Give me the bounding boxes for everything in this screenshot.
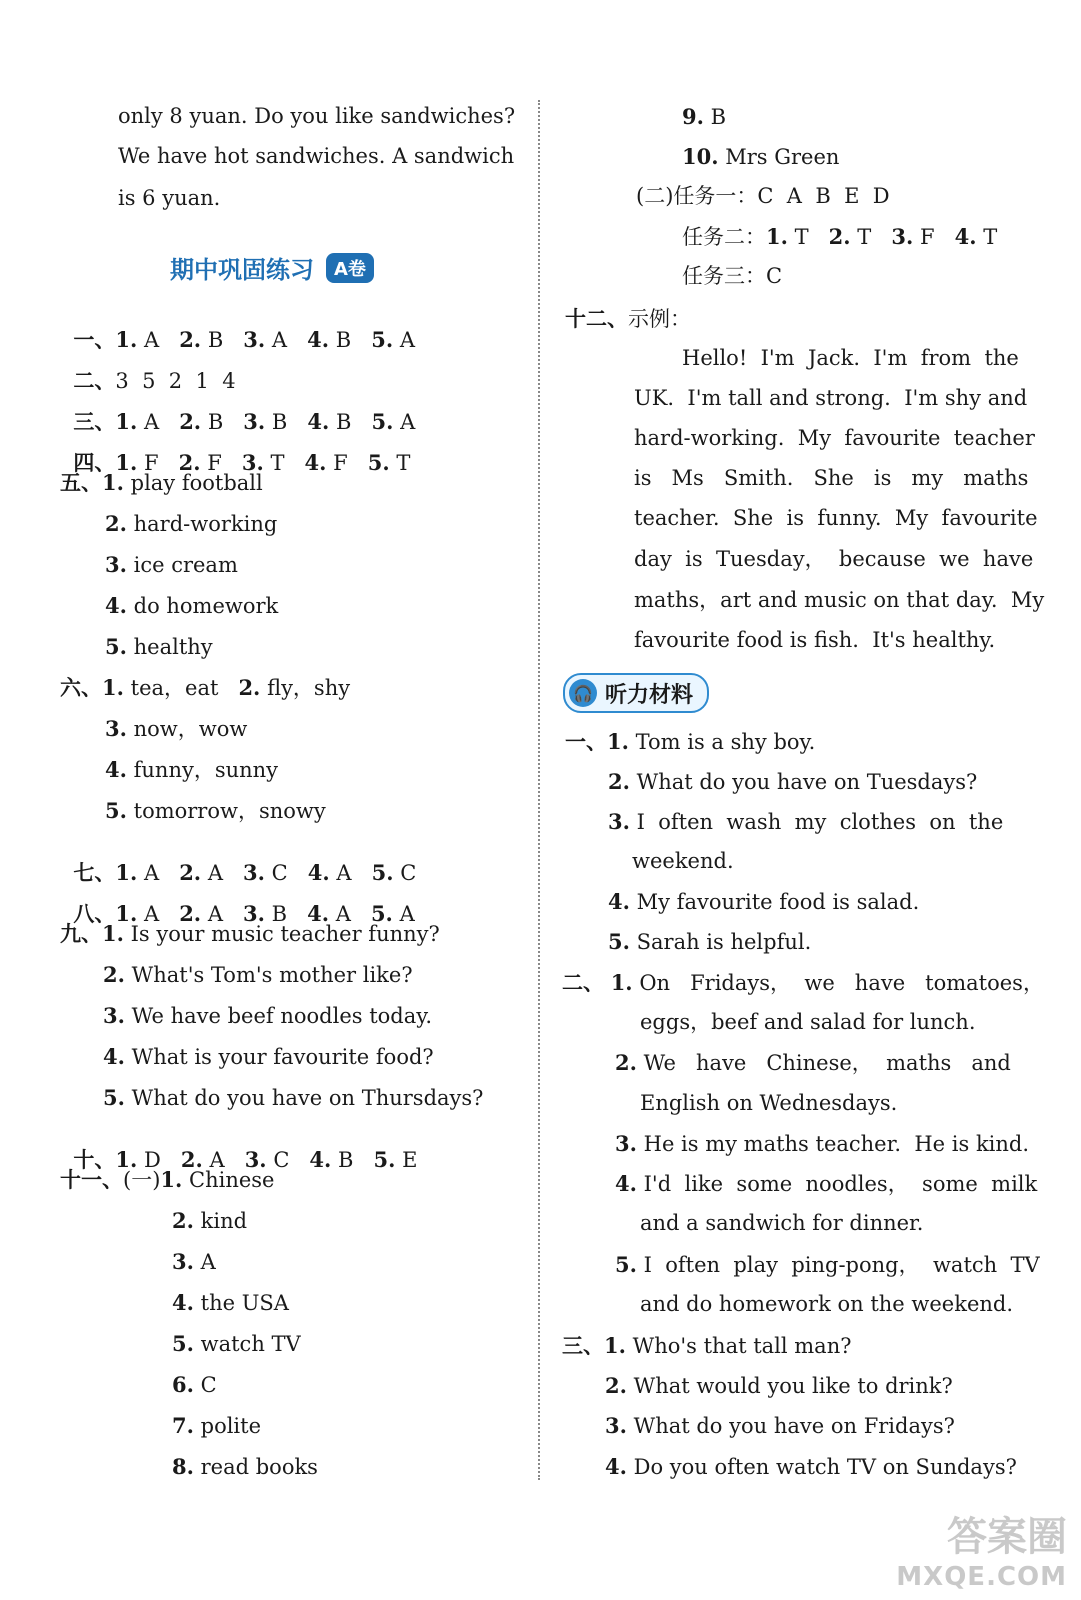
essay-line: hard-working. My favourite teacher (634, 426, 1035, 450)
listening-line: 2. What would you like to drink? (605, 1373, 953, 1398)
answer-line: 6. C (172, 1372, 217, 1397)
essay-line: maths，art and music on that day. My (634, 588, 1045, 612)
task-3-line: 任务三：C (682, 264, 783, 288)
listening-line: English on Wednesdays. (640, 1091, 898, 1115)
essay-line: favourite food is fish. It's healthy. (634, 628, 996, 652)
text-line: only 8 yuan. Do you like sandwiches? (118, 104, 516, 128)
answer-line: 5. What do you have on Thursdays? (103, 1085, 484, 1110)
column-divider (538, 100, 540, 1480)
listening-line: 4. Do you often watch TV on Sundays? (605, 1454, 1017, 1479)
section-heading (170, 250, 374, 285)
answer-row-3: 三、1. A 2. B 3. B 4. B 5. A (73, 409, 416, 434)
answer-line: 4. the USA (172, 1290, 289, 1315)
answer-line: 5. tomorrow，snowy (105, 798, 326, 823)
listening-line: 4. I'd like some noodles， some milk (615, 1171, 1038, 1196)
answer-row-5: 五、1. play football (60, 470, 263, 495)
answer-row-8: 八、1. A 2. A 3. B 4. A 5. A (73, 901, 415, 926)
listening-line: 一、1. Tom is a shy boy. (565, 729, 816, 754)
watermark-logo: 答案圈 (947, 1514, 1067, 1560)
essay-line: is Ms Smith. She is my maths (634, 466, 1029, 490)
listening-material-heading (563, 673, 709, 713)
answer-line: 4. What is your favourite food? (103, 1044, 434, 1069)
answer-line: 8. read books (172, 1454, 318, 1479)
answer-line: 3. We have beef noodles today. (103, 1003, 433, 1028)
answer-line: 2. kind (172, 1208, 248, 1233)
task-1-line: (二)任务一：C A B E D (636, 184, 890, 208)
answer-line: 10. Mrs Green (682, 144, 840, 169)
listening-line: 4. My favourite food is salad. (608, 889, 920, 914)
listening-line: and a sandwich for dinner. (640, 1211, 924, 1235)
answer-line: 4. do homework (105, 593, 279, 618)
listening-line: 三、1. Who's that tall man? (562, 1333, 852, 1358)
answer-line: 2. What's Tom's mother like? (103, 962, 413, 987)
listening-line: weekend. (632, 849, 734, 873)
listening-line: eggs，beef and salad for lunch. (640, 1010, 976, 1034)
answer-line: 5. watch TV (172, 1331, 301, 1356)
answer-row-6: 六、1. tea，eat 2. fly，shy (60, 675, 351, 700)
essay-line: teacher. She is funny. My favourite (634, 506, 1038, 530)
listening-line: 3. What do you have on Fridays? (605, 1413, 955, 1438)
answer-row-9: 九、1. Is your music teacher funny? (60, 921, 440, 946)
text-line: We have hot sandwiches. A sandwich (118, 144, 515, 168)
essay-line: UK. I'm tall and strong. I'm shy and (634, 386, 1028, 410)
answer-line: 7. polite (172, 1413, 262, 1438)
answer-line: 2. hard-working (105, 511, 278, 536)
listening-line: 5. Sarah is helpful. (608, 929, 812, 954)
answer-row-10: 十、1. D 2. A 3. C 4. B 5. E (73, 1147, 418, 1172)
listening-line: 3. He is my maths teacher. He is kind. (615, 1131, 1030, 1156)
task-2-line: 任务二：1. T 2. T 3. F 4. T (682, 224, 998, 249)
listening-line: 2. What do you have on Tuesdays? (608, 769, 978, 794)
listening-line: 2. We have Chinese， maths and (615, 1050, 1011, 1075)
answer-line: 4. funny，sunny (105, 757, 279, 782)
essay-line: day is Tuesday， because we have (634, 547, 1034, 571)
listening-line: 5. I often play ping-pong， watch TV (615, 1252, 1040, 1277)
answer-line: 3. now，wow (105, 716, 248, 741)
answer-line: 5. healthy (105, 634, 213, 659)
heading-title: 期中巩固练习 (170, 256, 314, 284)
heading-badge: A卷 (326, 253, 374, 283)
listening-line: 3. I often wash my clothes on the (608, 809, 1004, 834)
watermark-url: MXQE.COM (896, 1562, 1067, 1592)
answer-line: 9. B (682, 104, 727, 129)
answer-row-12: 十二、示例： (565, 306, 691, 331)
essay-line: Hello! I'm Jack. I'm from the (682, 346, 1019, 370)
answer-line: 3. A (172, 1249, 216, 1274)
answer-line: 3. ice cream (105, 552, 238, 577)
answer-row-2: 二、3 5 2 1 4 (73, 368, 236, 393)
answer-row-7: 七、1. A 2. A 3. C 4. A 5. C (73, 860, 417, 885)
answer-row-4: 四、1. F 2. F 3. T 4. F 5. T (73, 450, 411, 475)
listening-line: and do homework on the weekend. (640, 1292, 1014, 1316)
answer-row-11: 十一、(一)1. Chinese (60, 1167, 275, 1192)
listening-line: 二、 1. On Fridays， we have tomatoes， (562, 970, 1044, 995)
watermark (896, 1505, 1067, 1592)
text-line: is 6 yuan. (118, 186, 221, 210)
headphones-icon: 🎧 (569, 679, 597, 707)
answer-row-1: 一、1. A 2. B 3. A 4. B 5. A (73, 327, 415, 352)
listening-label: 听力材料 (605, 682, 694, 708)
